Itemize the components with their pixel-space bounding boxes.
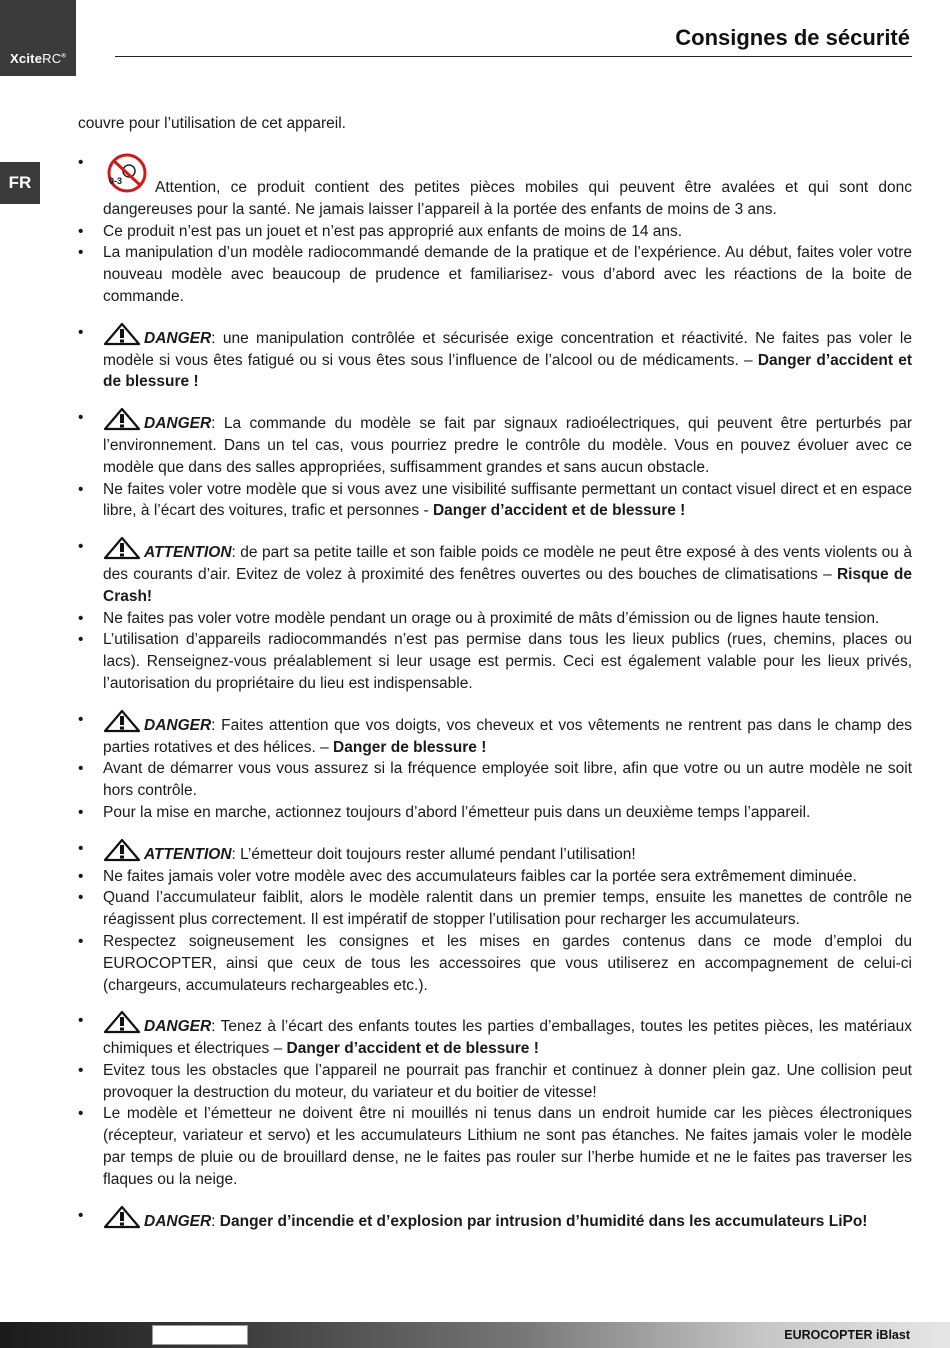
bullet-text: Ne faites pas voler votre modèle pendant un orage ou à proximité de mâts d’émission ou de lignes haute tension. bbox=[103, 609, 880, 627]
emphasis-text: Danger d’accident et de blessure ! bbox=[432, 502, 686, 520]
bullet-text: L’utilisation d’appareils radiocommandés n’est pas permise dans tous les lieux publics (rues, chemins, places ou lacs). Renseignez-vous préalablement si leur usage est permis. Ceci est également valable pour les lieux privés, l’autorisation du propriétaire du lieu est indispensable. bbox=[103, 631, 912, 692]
instruction-group bbox=[78, 536, 912, 695]
bullet-text: Respectez soigneusement les consignes et les mises en gardes contenus dans ce mode d’emploi du EUROCOPTER, ainsi que ceux de tous les accessoires que vous utiliserez en accompagnement de celui-ci (chargeurs, accumulateurs rechargeables etc.). bbox=[103, 932, 912, 994]
brand-name-bold: Xcite bbox=[10, 51, 43, 66]
bullet-item bbox=[78, 1060, 912, 1104]
bullet-text: Quand l’accumulateur faiblit, alors le modèle ralentit dans un premier temps, ensuite les manettes de contrôle ne réagissent plus correctement. Il est impératif de stopper l’utilisation pour recharger les accumulateurs. bbox=[103, 889, 912, 929]
bullet-item bbox=[78, 536, 912, 607]
bullet-item bbox=[78, 221, 912, 243]
warning-label: ATTENTION bbox=[144, 845, 232, 863]
bullet-item bbox=[78, 629, 912, 694]
bullet-dot: • bbox=[78, 538, 84, 556]
bullet-item bbox=[78, 479, 912, 523]
bullet-dot: • bbox=[78, 932, 84, 950]
brand-trademark: ® bbox=[61, 53, 66, 60]
bullet-dot: • bbox=[78, 244, 84, 262]
bullet-item bbox=[78, 1103, 912, 1190]
warning-label: DANGER bbox=[144, 415, 212, 433]
bullet-item bbox=[78, 407, 912, 478]
bullet-dot: • bbox=[78, 154, 84, 171]
bullet-dot: • bbox=[78, 760, 84, 778]
warning-triangle-icon bbox=[103, 838, 141, 862]
warning-triangle-icon bbox=[103, 1010, 141, 1034]
brand-name-light: RC bbox=[42, 51, 62, 66]
bullet-text: : Faites attention que vos doigts, vos cheveux et vos vêtements ne rentrent pas dans le champ des parties rotatives et des hélices. – bbox=[103, 716, 912, 756]
bullet-item bbox=[78, 802, 912, 824]
bullet-item bbox=[78, 152, 912, 221]
instruction-group bbox=[78, 1010, 912, 1190]
emphasis-text: Danger d’incendie et d’explosion par intrusion d’humidité dans les accumulateurs LiPo! bbox=[219, 1212, 868, 1230]
bullet-item bbox=[78, 838, 912, 866]
warning-label: ATTENTION bbox=[144, 544, 232, 562]
bullet-item bbox=[78, 1010, 912, 1060]
bullet-dot: • bbox=[78, 1012, 84, 1030]
bullet-dot: • bbox=[78, 631, 84, 649]
bullet-text: Ne faites jamais voler votre modèle avec des accumulateurs faibles car la portée sera extrêmement diminuée. bbox=[103, 867, 857, 885]
instruction-group bbox=[78, 838, 912, 997]
emphasis-text: Risque de Crash! bbox=[103, 565, 912, 605]
bullet-dot: • bbox=[78, 710, 84, 728]
warning-label: DANGER bbox=[144, 329, 212, 347]
bullet-text: : Tenez à l’écart des enfants toutes les parties d’emballages, toutes les petites pièces, les matériaux chimiques et électriques – bbox=[103, 1018, 912, 1058]
warning-triangle-icon bbox=[103, 1205, 141, 1229]
bullet-item bbox=[78, 322, 912, 393]
instruction-group bbox=[78, 322, 912, 393]
instruction-group bbox=[78, 407, 912, 522]
bullet-text: Avant de démarrer vous vous assurez si la fréquence employée soit libre, afin que votre ou un autre modèle ne soit hors contrôle. bbox=[103, 760, 912, 800]
bullet-item bbox=[78, 1205, 912, 1233]
warning-label: DANGER bbox=[144, 1018, 212, 1036]
bullet-dot: • bbox=[78, 889, 84, 907]
footer-product-name: EUROCOPTER iBlast bbox=[784, 1328, 910, 1342]
header-divider bbox=[115, 56, 912, 57]
brand-logo bbox=[0, 0, 76, 76]
bullet-dot: • bbox=[78, 839, 84, 857]
bullet-dot: • bbox=[78, 867, 84, 885]
bullet-text: Ne faites voler votre modèle que si vous avez une visibilité suffisante permettant un contact visuel direct et en espace libre, à l’écart des voitures, trafic et personnes - bbox=[103, 480, 912, 520]
bullet-item bbox=[78, 758, 912, 802]
page-title: Consignes de sécurité bbox=[675, 25, 910, 50]
bullet-dot: • bbox=[78, 323, 84, 341]
warning-triangle-icon bbox=[103, 322, 141, 346]
bullet-dot: • bbox=[78, 803, 84, 821]
bullet-text: : une manipulation contrôlée et sécurisée exige concentration et réactivité. Ne faites pas voler le modèle si vous êtes fatigué ou si vous êtes sous l’influence de l’alcool ou de médicaments. – bbox=[103, 329, 912, 369]
bullet-item bbox=[78, 887, 912, 931]
safety-instructions bbox=[78, 152, 912, 1246]
bullet-text: : bbox=[211, 1212, 220, 1230]
footer-page-box bbox=[152, 1325, 248, 1345]
instruction-group bbox=[78, 709, 912, 824]
emphasis-text: Danger d’accident et de blessure ! bbox=[103, 351, 912, 391]
instruction-group bbox=[78, 152, 912, 308]
bullet-text: Evitez tous les obstacles que l’appareil ne pourrait pas franchir et continuez à donner plein gaz. Une collision peut provoquer la destruction du moteur, du variateur et du boitier de vitesse! bbox=[103, 1061, 912, 1101]
emphasis-text: Danger d’accident et de blessure ! bbox=[286, 1040, 539, 1058]
bullet-item bbox=[78, 709, 912, 759]
bullet-text: : L’émetteur doit toujours rester allumé pendant l’utilisation! bbox=[231, 845, 636, 863]
warning-label: DANGER bbox=[144, 1212, 212, 1230]
bullet-text: La manipulation d’un modèle radiocommandé demande de la pratique et de l’expérience. Au début, faites voler votre nouveau modèle avec beaucoup de prudence et familiarisez- vous d’abord avec les réactions de la boite de commande. bbox=[103, 244, 912, 305]
bullet-text: : de part sa petite taille et son faible poids ce modèle ne peut être exposé à des vents violents ou à des courants d’air. Evitez de volez à proximité des fenêtres ouvertes ou des bouches de climatisations – bbox=[103, 544, 912, 583]
instruction-group bbox=[78, 1205, 912, 1233]
bullet-dot: • bbox=[78, 609, 84, 627]
bullet-text: Pour la mise en marche, actionnez toujours d’abord l’émetteur puis dans un deuxième temps l’appareil. bbox=[103, 803, 811, 821]
bullet-item bbox=[78, 866, 912, 888]
warning-triangle-icon bbox=[103, 536, 141, 560]
bullet-text: : La commande du modèle se fait par signaux radioélectriques, qui peuvent être perturbés par l’environnement. Dans un tel cas, vous pourriez predre le contrôle du modèle. Vous en pouvez évoluer avec ce modèle que dans des salles appropriées, suffisamment grandes et sans aucun obstacle. bbox=[103, 415, 912, 476]
bullet-item bbox=[78, 242, 912, 307]
emphasis-text: Danger de blessure ! bbox=[333, 738, 487, 756]
bullet-dot: • bbox=[78, 480, 84, 498]
bullet-text: Ce produit n’est pas un jouet et n’est pas approprié aux enfants de moins de 14 ans. bbox=[103, 222, 683, 240]
age-label: 0-3 bbox=[109, 176, 123, 186]
bullet-item bbox=[78, 608, 912, 630]
warning-label: DANGER bbox=[144, 716, 212, 734]
bullet-item bbox=[78, 931, 912, 996]
bullet-dot: • bbox=[78, 1061, 84, 1079]
bullet-dot: • bbox=[78, 409, 84, 427]
bullet-dot: • bbox=[78, 1206, 84, 1224]
bullet-text: Attention, ce produit contient des petites pièces mobiles qui peuvent être avalées et qui sont donc dangereuses pour la santé. Ne jamais laisser l’appareil à la portée des enfants de moins de 3 ans. bbox=[103, 179, 912, 218]
bullet-text: Le modèle et l’émetteur ne doivent être ni mouillés ni tenus dans un endroit humide car les pièces électroniques (récepteur, variateur et servo) et les accumulateurs Lithium ne sont pas étanches. Ne faites jamais voler le modèle par temps de pluie ou de brouillard dense, ne le faites pas rouler sur l’herbe humide et ne le faites pas traverser les flaques ou la neige. bbox=[103, 1105, 912, 1188]
language-tab: FR bbox=[0, 162, 40, 204]
no-children-0-3-icon bbox=[103, 152, 151, 194]
bullet-dot: • bbox=[78, 1105, 84, 1123]
warning-triangle-icon bbox=[103, 407, 141, 431]
intro-text: couvre pour l’utilisation de cet appareil. bbox=[78, 115, 346, 132]
warning-triangle-icon bbox=[103, 709, 141, 733]
bullet-dot: • bbox=[78, 222, 84, 240]
